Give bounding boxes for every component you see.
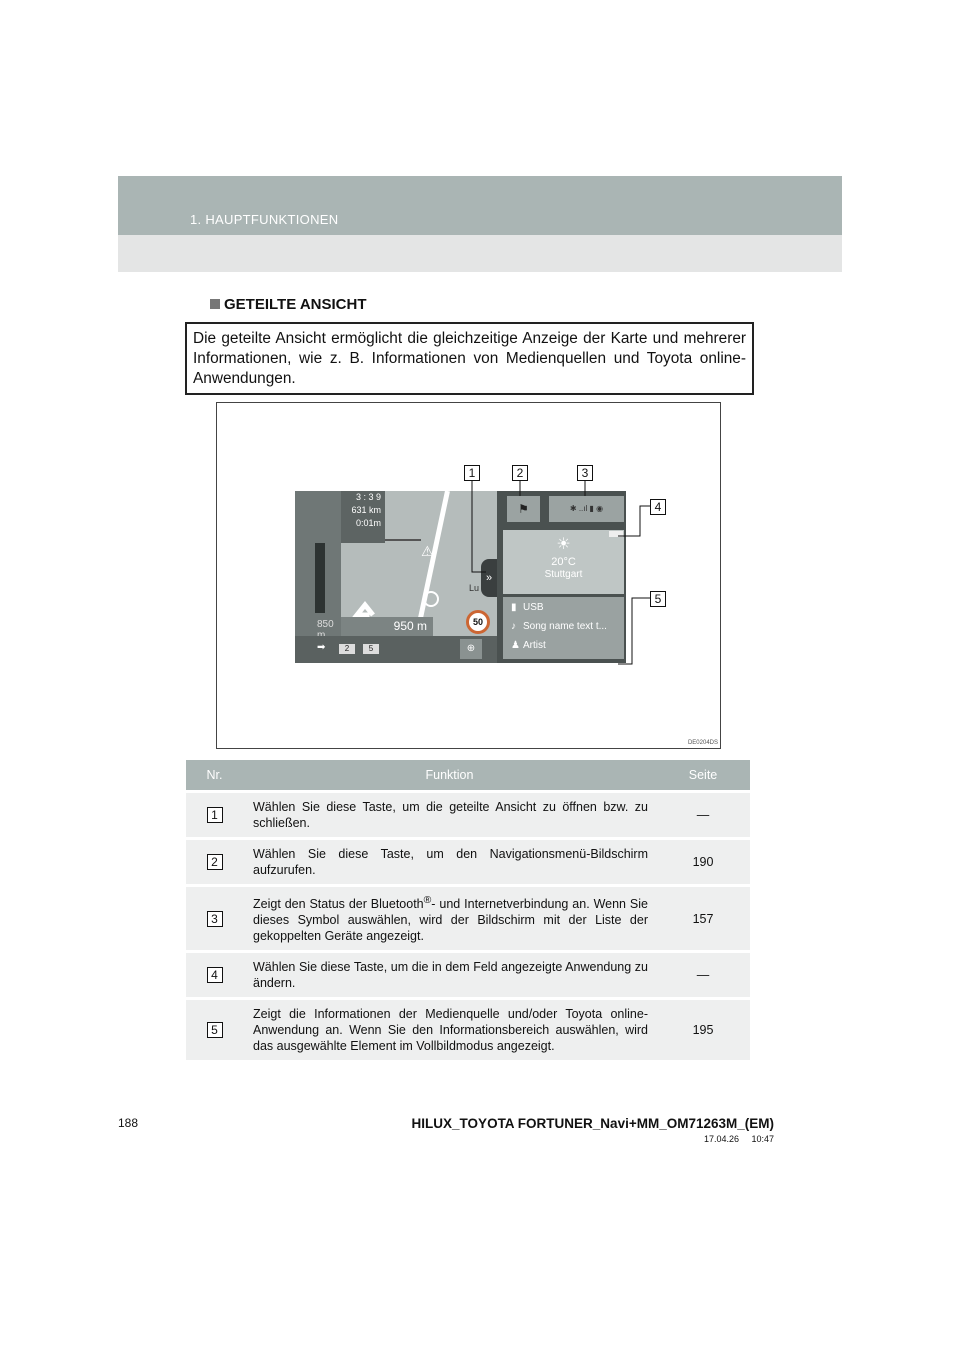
function-table <box>186 760 750 1060</box>
position-icon <box>423 591 439 607</box>
trip-duration: 0:01m <box>355 518 381 528</box>
row-page: 157 <box>656 886 750 952</box>
media-song: Song name text t... <box>523 621 607 632</box>
weather-sun-icon: ☀ <box>556 536 571 553</box>
section-marker-icon <box>210 299 220 309</box>
row-text: Zeigt die Informationen der Medienquelle und/oder Toyota online-Anwendung an. Wenn Sie den Informationsbereich auswählen, wird das ausgewählte Element im Vollbildmodus angezeigt. <box>243 999 656 1061</box>
section-title: GETEILTE ANSICHT <box>224 296 367 313</box>
footer-stamp: 17.04.26 10:47 <box>703 1134 774 1144</box>
next-distance: 950 m <box>341 617 433 636</box>
table-row <box>186 792 750 839</box>
header-nr: Nr. <box>186 760 243 792</box>
footer-title: HILUX_TOYOTA FORTUNER_Navi+MM_OM71263M_(EM) <box>411 1116 774 1131</box>
row-text: Wählen Sie diese Taste, um den Navigationsmenü-Bildschirm aufzurufen. <box>243 839 656 886</box>
row-number <box>186 839 243 886</box>
callout-5: 5 <box>650 591 666 607</box>
media-source: USB <box>523 602 544 613</box>
header-funktion: Funktion <box>243 760 656 792</box>
row-page: — <box>656 952 750 999</box>
speed-limit: 50 <box>466 610 490 634</box>
callout-3: 3 <box>577 465 593 481</box>
lane-a: 2 <box>339 644 355 654</box>
page-number: 188 <box>118 1116 139 1130</box>
figure-code: DE0204DS <box>687 740 718 746</box>
row-text: Wählen Sie diese Taste, um die in dem Feld angezeigte Anwendung zu ändern. <box>243 952 656 999</box>
row-text-part: Zeigt den Status der Bluetooth <box>253 897 424 912</box>
lane-b: 5 <box>363 644 379 654</box>
music-note-icon: ♪ <box>511 621 516 632</box>
info-column <box>295 491 341 636</box>
row-number <box>186 792 243 839</box>
connection-status-button[interactable]: ✱ ..ıl ▮ ◉ <box>549 496 624 522</box>
weather-widget[interactable] <box>503 530 624 594</box>
table-row <box>186 839 750 886</box>
info-column-bar <box>315 543 325 613</box>
table-row <box>186 999 750 1061</box>
map-menu-icon[interactable]: ⊕ <box>460 639 482 659</box>
row-number-box: 3 <box>207 911 223 927</box>
media-artist: Artist <box>523 640 546 651</box>
road-label: Lu <box>469 583 480 593</box>
media-artist-row <box>503 637 624 654</box>
trip-distance: 631 km <box>351 505 381 515</box>
lane-bar <box>295 636 497 663</box>
registered-mark: ® <box>423 895 432 906</box>
usb-icon: ▮ <box>511 602 517 613</box>
map-road <box>381 539 421 541</box>
callout-1: 1 <box>464 465 480 481</box>
table-header-row <box>186 760 750 792</box>
navigation-menu-button[interactable]: ⚑ <box>507 496 540 522</box>
row-page: — <box>656 792 750 839</box>
callout-2: 2 <box>512 465 528 481</box>
header-title: 1. HAUPTFUNKTIONEN <box>190 212 339 227</box>
row-page: 195 <box>656 999 750 1061</box>
side-distance: 850 <box>317 619 334 630</box>
row-number-box: 1 <box>207 807 223 823</box>
row-number <box>186 999 243 1061</box>
intro-box: Die geteilte Ansicht ermöglicht die gleichzeitige Anzeige der Karte und mehrerer Informationen, wie z. B. Informationen von Medienquellen und Toyota online-Anwendungen. <box>185 322 754 395</box>
row-number-box: 2 <box>207 854 223 870</box>
table-row <box>186 886 750 952</box>
weather-temperature: 20°C <box>551 556 576 568</box>
artist-icon: ♟ <box>511 640 520 651</box>
row-number <box>186 886 243 952</box>
media-widget[interactable] <box>503 597 624 659</box>
row-number-box: 5 <box>207 1022 223 1038</box>
weather-city: Stuttgart <box>544 569 583 580</box>
info-panel <box>497 491 626 663</box>
split-screen <box>295 491 626 663</box>
row-number <box>186 952 243 999</box>
lane-arrow-icon: ➡ <box>317 642 326 653</box>
map-view[interactable] <box>295 491 497 663</box>
split-view-toggle-button[interactable]: » <box>481 559 497 597</box>
app-switch-button[interactable] <box>609 531 623 537</box>
media-source-row <box>503 599 624 616</box>
table-row <box>186 952 750 999</box>
row-page: 190 <box>656 839 750 886</box>
trip-time: 3 : 3 9 <box>355 492 381 502</box>
header-seite: Seite <box>656 760 750 792</box>
row-text <box>243 886 656 952</box>
trip-info <box>341 491 385 543</box>
warning-icon: ⚠ <box>421 543 434 559</box>
media-song-row <box>503 618 624 635</box>
section-heading <box>210 296 367 313</box>
row-number-box: 4 <box>207 967 223 983</box>
callout-4: 4 <box>650 499 666 515</box>
row-text: Wählen Sie diese Taste, um die geteilte Ansicht zu öffnen bzw. zu schließen. <box>243 792 656 839</box>
row-text-part: - und Internetverbindung an. Wenn Sie dieses Symbol auswählen, wird der Bildschirm mit der Liste der gekoppelten Geräte angezeigt. <box>253 897 648 944</box>
